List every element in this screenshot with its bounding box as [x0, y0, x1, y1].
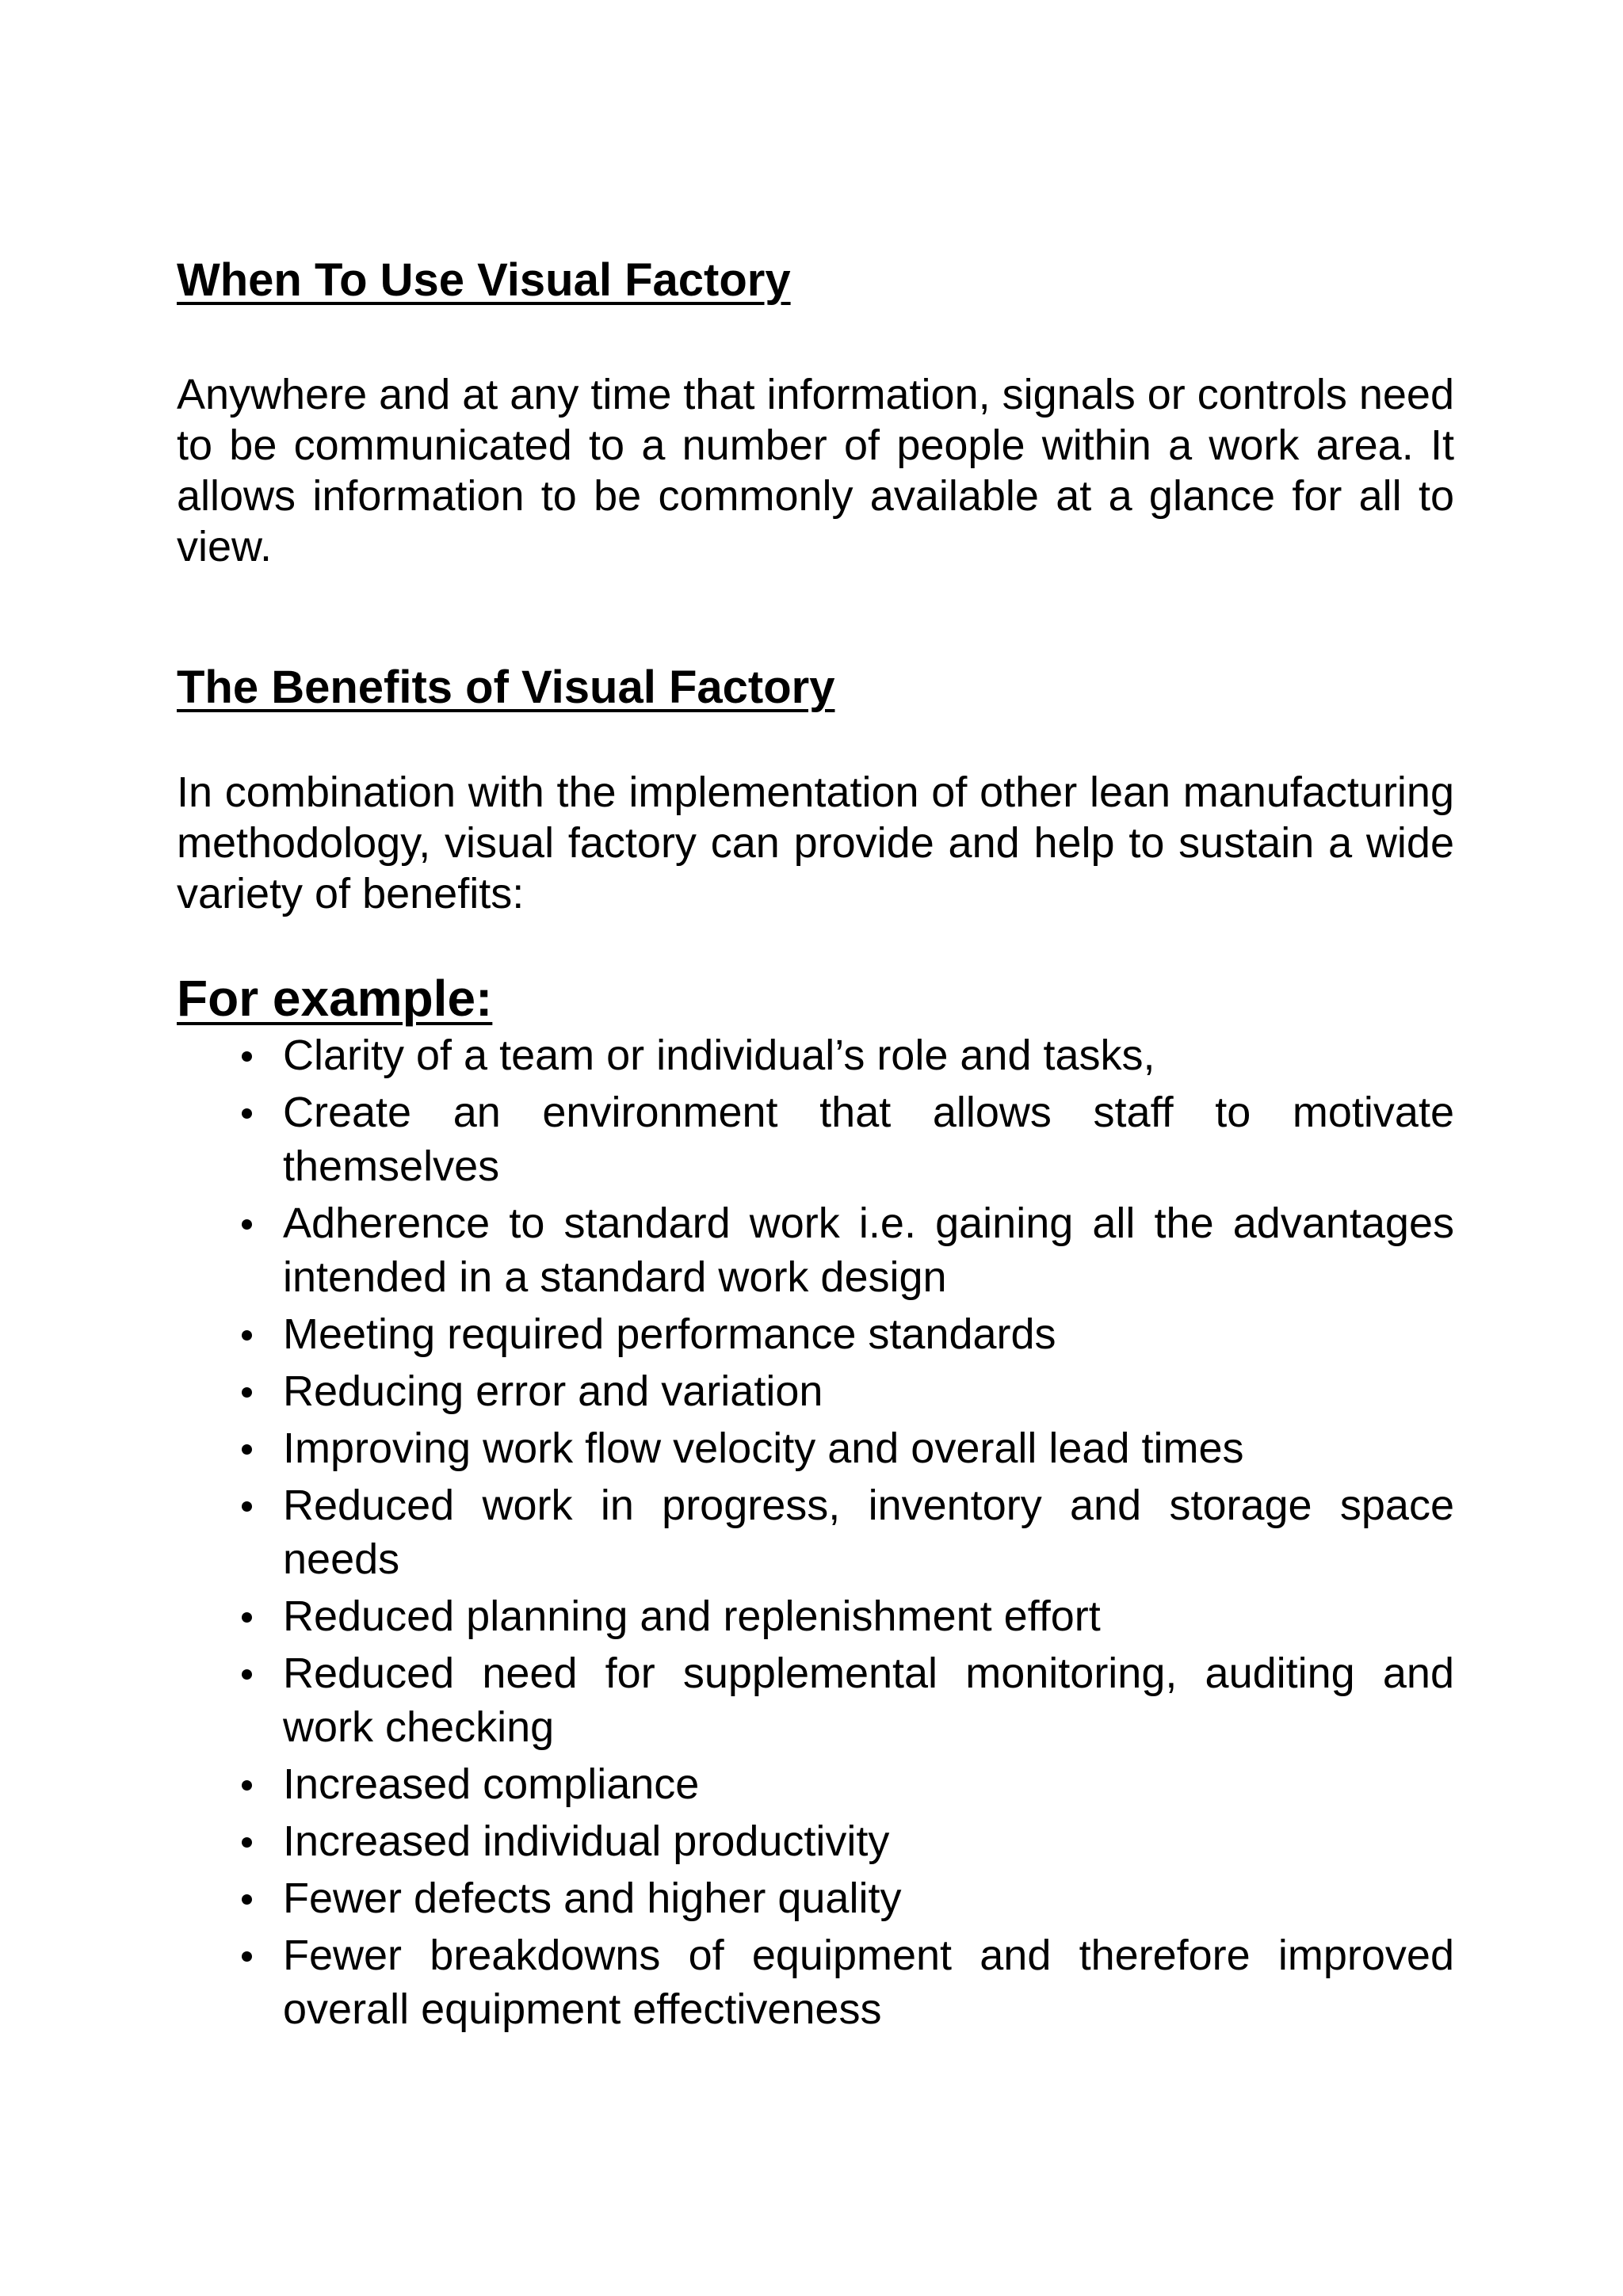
bullet-icon — [242, 1669, 252, 1680]
list-item-text: Fewer defects and higher quality — [283, 1875, 902, 1922]
list-item-text: Reduced need for supplemental monitoring, auditing and work checking — [283, 1650, 1454, 1751]
list-item-text: Reduced planning and replenishment effort — [283, 1592, 1101, 1640]
benefits-list — [177, 1028, 1454, 2039]
bullet-icon — [242, 1330, 252, 1341]
list-item-text: Meeting required performance standards — [283, 1310, 1056, 1358]
examples-heading: For example: — [177, 970, 493, 1027]
list-item — [177, 1085, 1454, 1193]
list-item-text: Fewer breakdowns of equipment and therefore improved overall equipment effectiveness — [283, 1932, 1454, 2033]
list-item — [177, 1478, 1454, 1586]
list-item — [177, 1928, 1454, 2036]
list-item-text: Clarity of a team or individual’s role and tasks, — [283, 1032, 1155, 1079]
bullet-icon — [242, 1837, 252, 1848]
list-item — [177, 1589, 1454, 1643]
bullet-icon — [242, 1051, 252, 1062]
list-item-text: Improving work flow velocity and overall lead times — [283, 1425, 1244, 1472]
bullet-icon — [242, 1108, 252, 1119]
bullet-icon — [242, 1780, 252, 1791]
list-item-text: Reduced work in progress, inventory and storage space needs — [283, 1482, 1454, 1583]
bullet-icon — [242, 1219, 252, 1230]
list-item-text: Create an environment that allows staff to motivate themselves — [283, 1089, 1454, 1190]
list-item — [177, 1421, 1454, 1475]
list-item — [177, 1196, 1454, 1304]
list-item — [177, 1757, 1454, 1811]
benefits-paragraph: In combination with the implementation of other lean manufacturing methodology, visual factory can provide and help to sustain a wide variety of benefits: — [177, 769, 1454, 917]
list-item — [177, 1028, 1454, 1082]
benefits-heading: The Benefits of Visual Factory — [177, 662, 835, 713]
bullet-icon — [242, 1894, 252, 1905]
list-item — [177, 1364, 1454, 1418]
bullet-icon — [242, 1501, 252, 1512]
list-item-text: Increased individual productivity — [283, 1817, 890, 1865]
bullet-icon — [242, 1612, 252, 1623]
list-item — [177, 1871, 1454, 1925]
bullet-icon — [242, 1951, 252, 1962]
list-item — [177, 1646, 1454, 1754]
list-item — [177, 1814, 1454, 1868]
bullet-icon — [242, 1444, 252, 1455]
list-item-text: Adherence to standard work i.e. gaining all the advantages intended in a standard work design — [283, 1199, 1454, 1301]
list-item-text: Reducing error and variation — [283, 1367, 823, 1415]
list-item — [177, 1307, 1454, 1361]
list-item-text: Increased compliance — [283, 1760, 700, 1808]
when-to-use-paragraph: Anywhere and at any time that information, signals or controls need to be communicated to a number of people within a work area. It allows information to be commonly available at a glance for all to view. — [177, 371, 1454, 570]
bullet-icon — [242, 1387, 252, 1398]
when-to-use-heading: When To Use Visual Factory — [177, 254, 791, 306]
